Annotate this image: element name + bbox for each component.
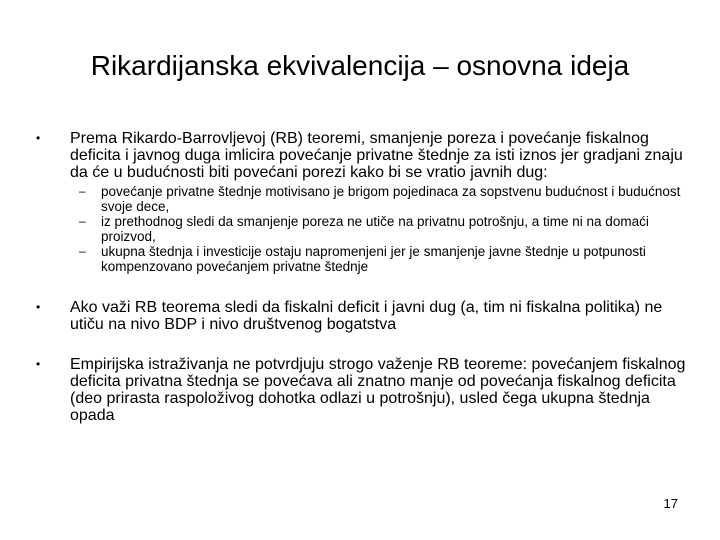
bullet-item (36, 299, 686, 333)
bullet-text: Ako važi RB teorema sledi da fiskalni deficit i javni dug (a, tim ni fiskalna politika) ne utiču na nivo BDP i nivo društvenog bogatstva (70, 299, 663, 333)
page-number: 17 (663, 496, 678, 511)
bullet-item (36, 356, 686, 424)
sub-bullet-text: iz prethodnog sledi da smanjenje poreza ne utiče na privatnu potrošnju, a time ni na domaći proizvod, (101, 214, 649, 244)
sub-bullet-item (79, 214, 686, 244)
bullet-marker: • (36, 131, 41, 145)
dash-marker: – (79, 184, 86, 198)
sub-bullet-text: ukupna štednja i investicije ostaju napromenjeni jer je smanjenje javne štednje u potpunosti kompenzovano povećanjem privatne štednje (101, 244, 646, 274)
dash-marker: – (79, 244, 86, 258)
sub-bullet-list (79, 184, 686, 274)
sub-bullet-item (79, 244, 686, 274)
sub-bullet-item (79, 184, 686, 214)
bullet-list (36, 130, 686, 424)
bullet-text: Prema Rikardo-Barrovljevoj (RB) teoremi, smanjenje poreza i povećanje fiskalnog deficita i javnog duga imlicira povećanje privatne štednje za isti iznos jer gradjani znaju da će u budućnosti biti povećani porezi kako bi se vratio javnih dug: (70, 130, 683, 181)
dash-marker: – (79, 214, 86, 228)
slide-title: Rikardijanska ekvivalencija – osnovna ideja (90, 50, 630, 81)
sub-bullet-text: povećanje privatne štednje motivisano je brigom pojedinaca za sopstvenu budućnost i budućnost svoje dece, (101, 184, 681, 214)
bullet-text: Empirijska istraživanja ne potvrdjuju strogo važenje RB teoreme: povećanjem fiskalnog deficita privatna štednja se povećava ali znatno manje od povećanja fiskalnog deficita (deo prirasta raspoloživog dohotka odlazi u potrošnju), usled čega ukupna štednja opada (70, 356, 686, 424)
bullet-marker: • (36, 357, 41, 371)
bullet-item (36, 130, 686, 274)
bullet-marker: • (36, 300, 41, 314)
